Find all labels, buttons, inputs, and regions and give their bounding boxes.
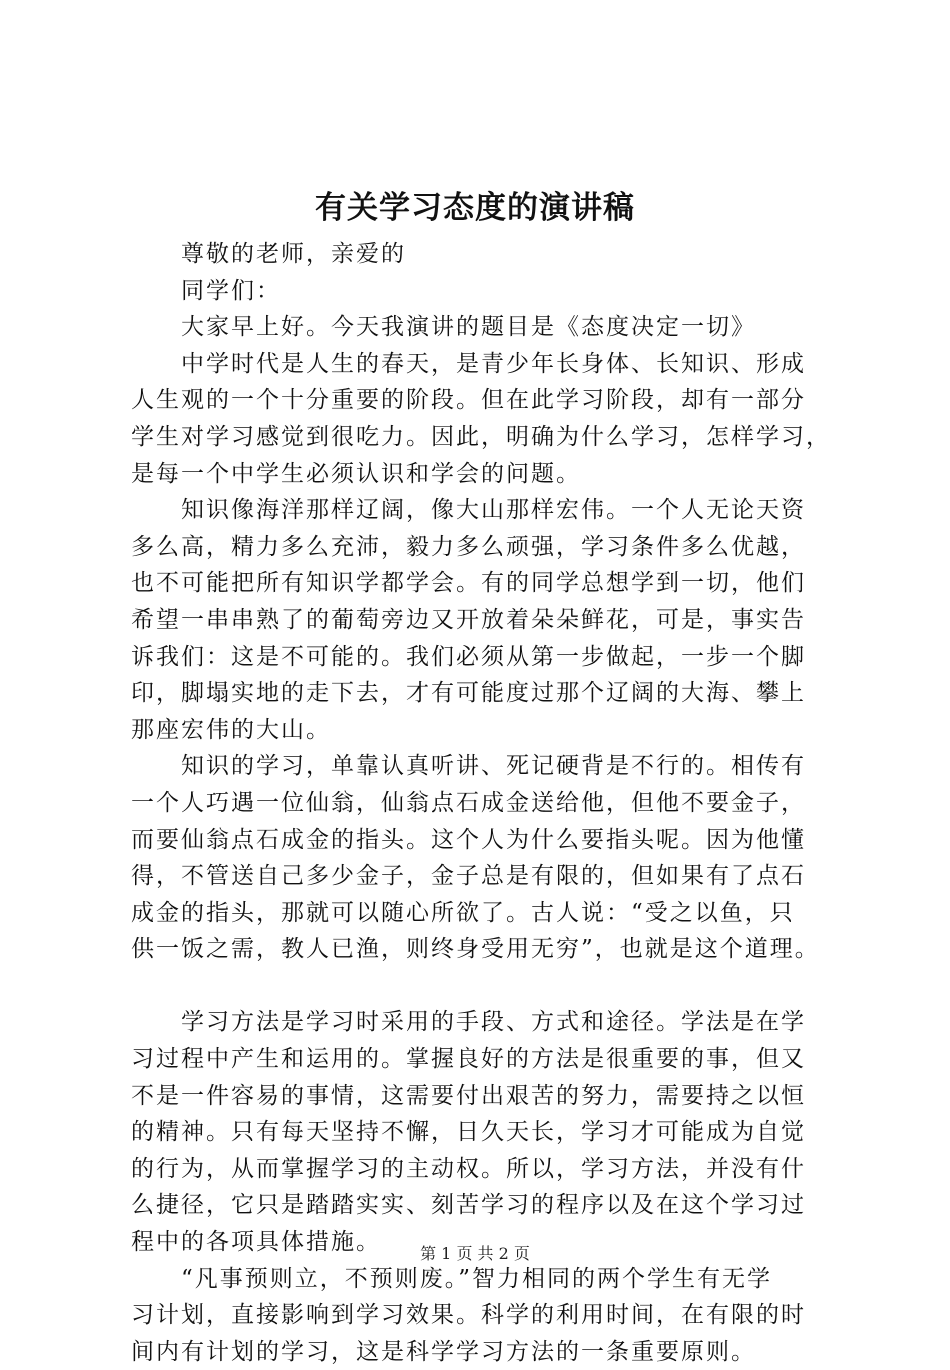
text-line: 同学们： [181,277,281,304]
text-line: 习过程中产生和运用的。掌握良好的方法是很重要的事，但又 [131,1046,806,1073]
text-line: 的精神。只有每天坚持不懈，日久天长，学习才可能成为自觉 [131,1119,806,1146]
text-line: 学习方法是学习时采用的手段、方式和途径。学法是在学 [181,1009,806,1036]
document-body [131,236,831,1370]
text-line: 供一饭之需，教人已渔，则终身受用无穷”，也就是这个道理。 [131,936,820,963]
text-line: 希望一串串熟了的葡萄旁边又开放着朵朵鲜花，可是，事实告 [131,606,806,633]
text-line: 尊敬的老师，亲爱的 [181,241,406,267]
text-line: 习计划，直接影响到学习效果。科学的利用时间，在有限的时 [131,1302,806,1329]
page-footer: 第 1 页 共 2 页 [420,1244,530,1263]
text-line: 那座宏伟的大山。 [131,716,331,743]
text-line: “凡事预则立，不预则废。”智力相同的两个学生有无学 [181,1265,773,1292]
text-line: 多么高，精力多么充沛，毅力多么顽强，学习条件多么优越， [131,533,806,560]
text-line: 大家早上好。今天我演讲的题目是《态度决定一切》 [181,314,756,341]
document-title: 有关学习态度的演讲稿 [315,190,635,226]
blank-line [131,968,831,1005]
text-line: 间内有计划的学习，这是科学学习方法的一条重要原则。 [131,1338,756,1365]
text-line: 一个人巧遇一位仙翁，仙翁点石成金送给他，但他不要金子， [131,789,806,816]
text-line: 的行为，从而掌握学习的主动权。所以，学习方法，并没有什 [131,1155,806,1182]
text-line: 也不可能把所有知识学都学会。有的同学总想学到一切，他们 [131,570,806,597]
text-line: 知识的学习，单靠认真听讲、死记硬背是不行的。相传有 [181,753,806,780]
text-line: 是每一个中学生必须认识和学会的问题。 [131,460,581,487]
text-line: 么捷径，它只是踏踏实实、刻苦学习的程序以及在这个学习过 [131,1192,806,1219]
text-line: 诉我们：这是不可能的。我们必须从第一步做起，一步一个脚 [131,643,806,670]
text-line: 得，不管送自己多少金子，金子总是有限的，但如果有了点石 [131,863,806,890]
text-line: 成金的指头，那就可以随心所欲了。古人说：“受之以鱼，只 [131,899,795,926]
text-line: 中学时代是人生的春天，是青少年长身体、长知识、形成 [181,350,806,377]
text-line: 人生观的一个十分重要的阶段。但在此学习阶段，却有一部分 [131,387,806,414]
text-line: 不是一件容易的事情，这需要付出艰苦的努力，需要持之以恒 [131,1082,806,1109]
text-line: 学生对学习感觉到很吃力。因此，明确为什么学习，怎样学习， [131,423,831,450]
text-line: 而要仙翁点石成金的指头。这个人为什么要指头呢。因为他懂 [131,826,806,853]
text-line: 程中的各项具体措施。 [131,1229,381,1256]
text-line: 印，脚塌实地的走下去，才有可能度过那个辽阔的大海、攀上 [131,680,806,707]
text-line: 知识像海洋那样辽阔，像大山那样宏伟。一个人无论天资 [181,497,806,524]
